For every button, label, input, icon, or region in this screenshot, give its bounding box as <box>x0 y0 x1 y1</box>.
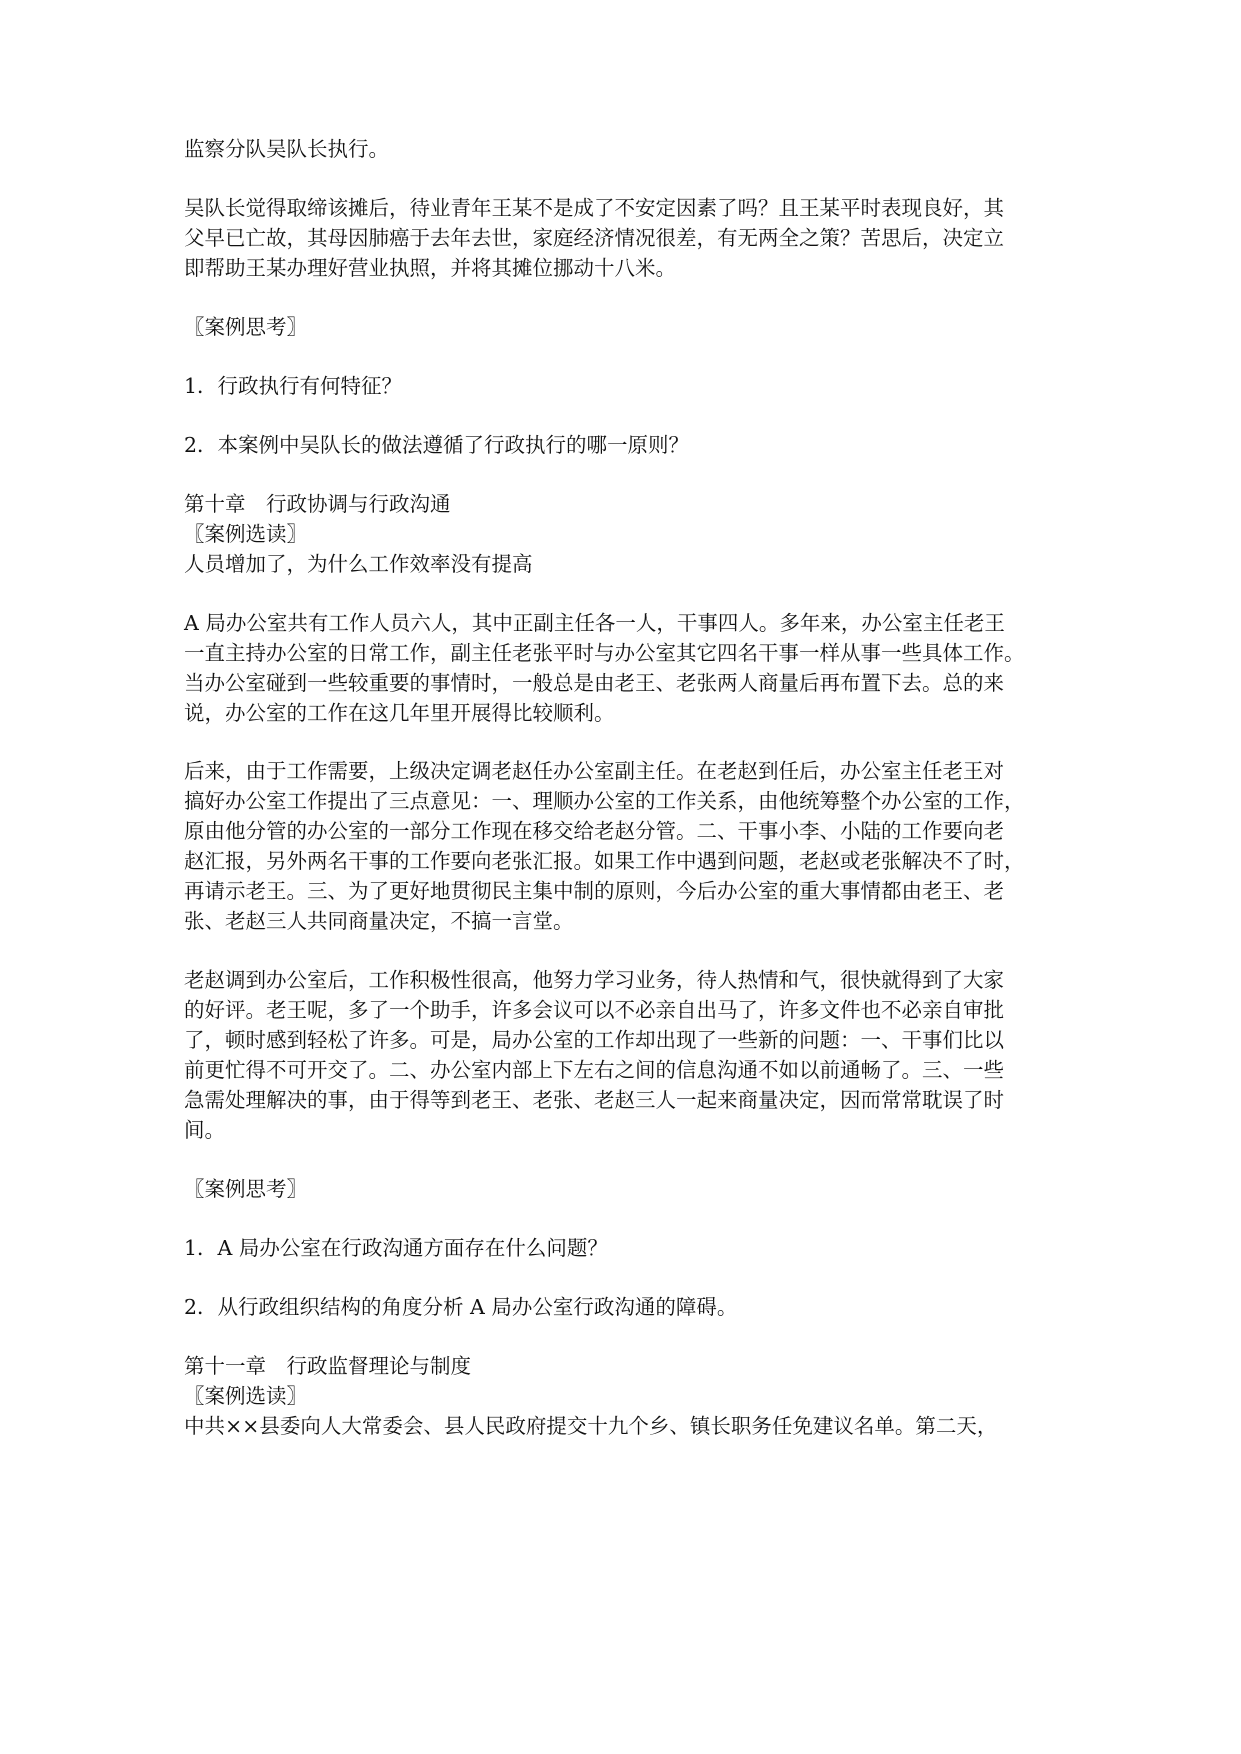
paragraph-line: 前更忙得不可开交了。二、办公室内部上下左右之间的信息沟通不如以前通畅了。三、一些 <box>184 1058 1004 1082</box>
paragraph-line: 后来，由于工作需要，上级决定调老赵任办公室副主任。在老赵到任后，办公室主任老王对 <box>184 759 1004 783</box>
case-title: 人员增加了，为什么工作效率没有提高 <box>184 552 533 576</box>
paragraph-line: 搞好办公室工作提出了三点意见：一、理顺办公室的工作关系，由他统筹整个办公室的工作， <box>184 789 1025 813</box>
question-item: 1．A 局办公室在行政沟通方面存在什么问题？ <box>184 1236 608 1260</box>
paragraph-line: 赵汇报，另外两名干事的工作要向老张汇报。如果工作中遇到问题，老赵或老张解决不了时， <box>184 849 1025 873</box>
paragraph-line: 的好评。老王呢，多了一个助手，许多会议可以不必亲自出马了，许多文件也不必亲自审批 <box>184 998 1004 1022</box>
paragraph-line: 父早已亡故，其母因肺癌于去年去世，家庭经济情况很差，有无两全之策？苦思后，决定立 <box>184 226 1004 250</box>
paragraph-line: 吴队长觉得取缔该摊后，待业青年王某不是成了不安定因素了吗？且王某平时表现良好，其 <box>184 196 1004 220</box>
paragraph-line: 急需处理解决的事，由于得等到老王、老张、老赵三人一起来商量决定，因而常常耽误了时 <box>184 1088 1004 1112</box>
paragraph-line: 再请示老王。三、为了更好地贯彻民主集中制的原则，今后办公室的重大事情都由老王、老 <box>184 879 1004 903</box>
chapter-title: 第十一章 行政监督理论与制度 <box>184 1354 471 1378</box>
question-item: 2．本案例中吴队长的做法遵循了行政执行的哪一原则？ <box>184 433 690 457</box>
chapter-title: 第十章 行政协调与行政沟通 <box>184 492 451 516</box>
paragraph-line: 即帮助王某办理好营业执照，并将其摊位挪动十八米。 <box>184 256 676 280</box>
paragraph-line: 老赵调到办公室后，工作积极性很高，他努力学习业务，待人热情和气，很快就得到了大家 <box>184 968 1004 992</box>
paragraph-line: A 局办公室共有工作人员六人，其中正副主任各一人，干事四人。多年来，办公室主任老王 <box>184 611 1005 635</box>
question-item: 1．行政执行有何特征？ <box>184 374 403 398</box>
section-heading: 〖案例思考〗 <box>184 315 307 339</box>
paragraph-line: 原由他分管的办公室的一部分工作现在移交给老赵分管。二、干事小李、小陆的工作要向老 <box>184 819 1004 843</box>
paragraph-line: 当办公室碰到一些较重要的事情时，一般总是由老王、老张两人商量后再布置下去。总的来 <box>184 671 1004 695</box>
paragraph-line: 间。 <box>184 1118 225 1142</box>
paragraph-line: 说，办公室的工作在这几年里开展得比较顺利。 <box>184 701 615 725</box>
paragraph-line: 中共××县委向人大常委会、县人民政府提交十九个乡、镇长职务任免建议名单。第二天， <box>184 1414 998 1438</box>
section-heading: 〖案例思考〗 <box>184 1177 307 1201</box>
paragraph-line: 一直主持办公室的日常工作，副主任老张平时与办公室其它四名干事一样从事一些具体工作。 <box>184 641 1025 665</box>
paragraph-line: 监察分队吴队长执行。 <box>184 137 389 161</box>
paragraph-line: 了，顿时感到轻松了许多。可是，局办公室的工作却出现了一些新的问题：一、干事们比以 <box>184 1028 1004 1052</box>
section-heading: 〖案例选读〗 <box>184 1384 307 1408</box>
paragraph-line: 张、老赵三人共同商量决定，不搞一言堂。 <box>184 909 574 933</box>
question-item: 2．从行政组织结构的角度分析 A 局办公室行政沟通的障碍。 <box>184 1295 738 1319</box>
section-heading: 〖案例选读〗 <box>184 522 307 546</box>
